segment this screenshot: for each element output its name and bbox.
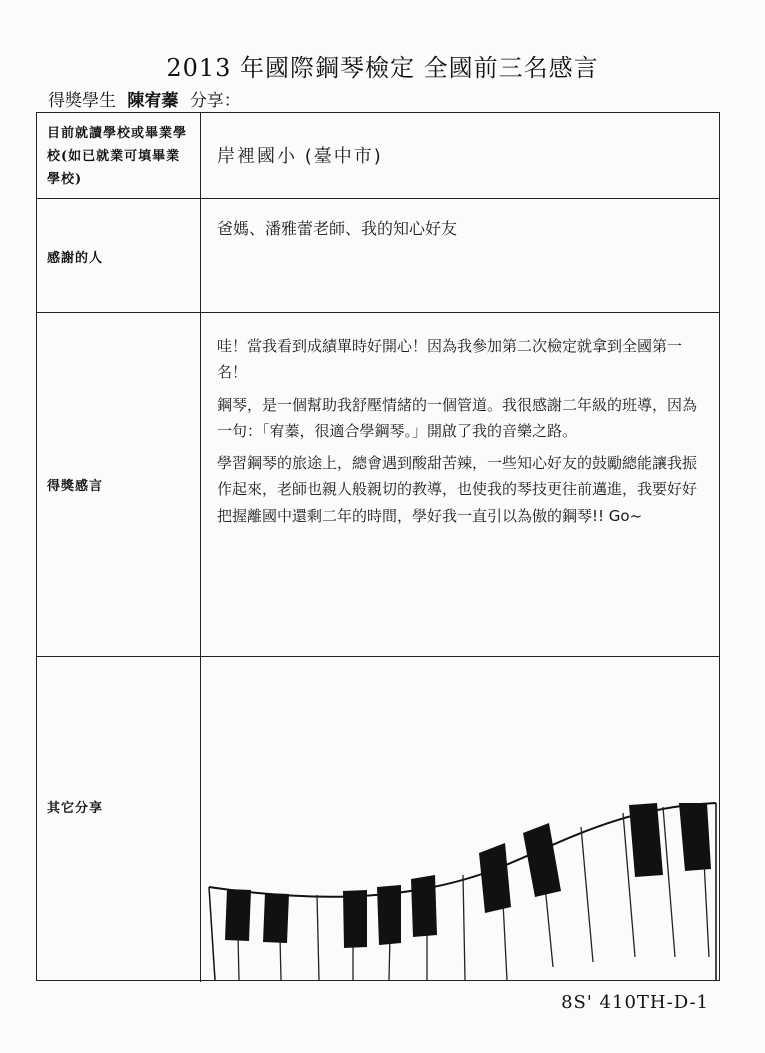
speech-paragraph-3: 學習鋼琴的旅途上，總會遇到酸甜苦辣，一些知心好友的鼓勵總能讓我振作起來，老師也親人般親切的教導，也使我的琴技更往前邁進，我要好好把握離國中還剩二年的時間，學好我一直引以為傲的鋼琴!! Go~ xyxy=(217,454,698,525)
speech-paragraph-2: 鋼琴，是一個幫助我舒壓情緒的一個管道。我很感謝二年級的班導，因為一句：「宥蓁，很適合學鋼琴。」開啟了我的音樂之路。 xyxy=(217,395,698,440)
page-title: 2013 年國際鋼琴檢定 全國前三名感言 xyxy=(166,54,599,82)
label-school-text: 目前就讀學校或畢業學校(如已就業可填畢業學校) xyxy=(47,126,188,187)
cell-other xyxy=(201,657,719,982)
piano-keyboard-drawing xyxy=(201,657,719,980)
speech-body xyxy=(217,333,707,535)
black-key xyxy=(225,889,251,941)
form-table xyxy=(36,112,720,981)
student-name: 陳宥蓁 xyxy=(127,91,179,111)
label-speech xyxy=(37,313,201,656)
student-suffix: 分享： xyxy=(189,91,241,111)
cell-speech xyxy=(201,313,719,656)
document-code: 8S' 410TH-D-1 xyxy=(561,992,709,1013)
row-school xyxy=(37,113,719,199)
speech-paragraph-1: 哇！當我看到成績單時好開心！因為我參加第二次檢定就拿到全國第一名！ xyxy=(217,337,683,382)
label-thanks-text: 感謝的人 xyxy=(47,251,104,266)
black-key xyxy=(411,875,437,937)
black-key xyxy=(629,803,663,877)
label-thanks xyxy=(37,199,201,312)
black-key xyxy=(679,803,711,871)
row-thanks xyxy=(37,199,719,313)
label-other xyxy=(37,657,201,982)
row-other xyxy=(37,657,719,982)
cell-thanks xyxy=(201,199,719,312)
school-value: 岸裡國小 (臺中市) xyxy=(217,146,383,167)
label-other-text: 其它分享 xyxy=(47,801,104,816)
black-key xyxy=(343,890,367,948)
black-key xyxy=(263,893,289,943)
black-key xyxy=(479,843,511,913)
label-school xyxy=(37,113,201,198)
row-speech xyxy=(37,313,719,657)
student-line xyxy=(48,86,241,111)
cell-school xyxy=(201,113,719,198)
thanks-value: 爸媽、潘雅蕾老師、我的知心好友 xyxy=(217,219,458,238)
label-speech-text: 得獎感言 xyxy=(47,479,104,494)
student-label: 得獎學生 xyxy=(48,91,116,111)
black-key xyxy=(377,885,401,945)
black-key xyxy=(523,823,561,897)
